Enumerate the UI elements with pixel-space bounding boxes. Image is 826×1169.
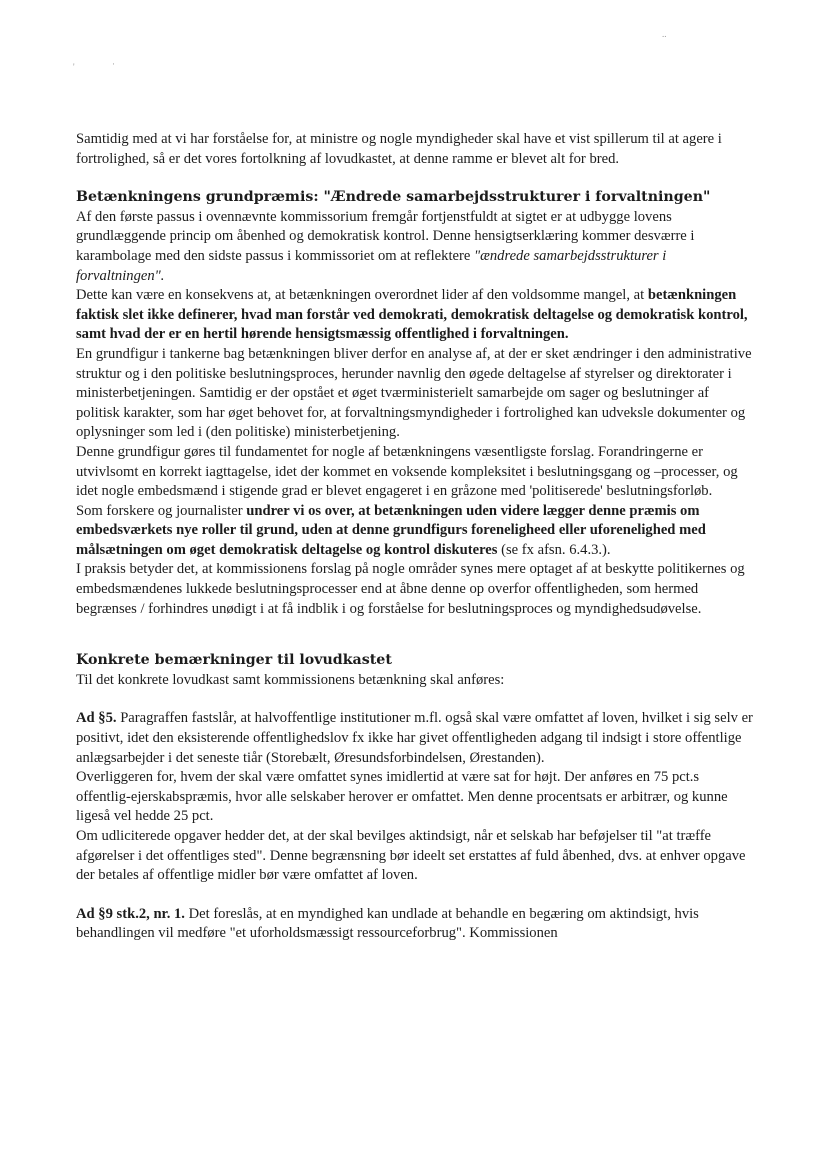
paragraph: En grundfigur i tankerne bag betænkningen bliver derfor en analyse af, at der er sket ændringer i den administrative struktur og i den politiske beslutningsproces, herunder navnlig den øgede deltagelse af styrelser og direktorater i ministerbetjeningen. Samtidig er der opstået et øget tværministerielt samarbejde om sager og beslutninger af politisk karakter, som har øget behovet for, at forvaltningsmyndigheder i fortrolighed kan udveksle dokumenter og oplysninger som led i (den politiske) ministerbetjening. bbox=[76, 345, 752, 441]
paragraph: Om udliciterede opgaver hedder det, at der skal bevilges aktindsigt, når et selskab har beføjelser til "at træffe afgørelser i det offentliges sted". Denne begrænsning bør ideelt set erstattes af fuld åbenhed, dvs. at enhver opgave der betales af offentlige midler bør være omfattet af loven. bbox=[76, 828, 746, 884]
clause-label: Ad §5. bbox=[76, 710, 117, 727]
paragraph-text: Dette kan være en konsekvens at, at betænkningen overordnet lider af den voldsomme mangel, at bbox=[76, 287, 648, 304]
clause-label: Ad §9 stk.2, nr. 1. bbox=[76, 905, 185, 922]
document-body bbox=[76, 130, 756, 944]
emphasis-text: "ændrede samarbejdsstrukturer i forvaltningen". bbox=[76, 247, 667, 284]
bold-text: undrer vi os over, at betænkningen uden videre lægger denne præmis om embedsværkets nye roller til grund, uden at denne grundfigurs foreneligheed eller uforenelighed med målsætningen om øget demokratisk deltagelse og kontrol diskuteres bbox=[76, 502, 706, 558]
paragraph: Til det konkrete lovudkast samt kommissionens betænkning skal anføres: bbox=[76, 671, 505, 688]
bold-text: betænkningen faktisk slet ikke definerer, hvad man forstår ved demokrati, demokratisk deltagelse og demokratisk kontrol, samt hvad der er en hertil hørende hensigtsmæssig offentlighed i forvaltningen. bbox=[76, 287, 748, 343]
paragraph: I praksis betyder det, at kommissionens forslag på nogle områder synes mere optaget af at beskytte politikernes og embedsmændenes lukkede beslutningsprocesser end at åbne denne op overfor offentligheden, som hermed begrænses / forhindres unødigt i at få indblik i og forståelse for beslutningsproces og myndighedsudøvelse. bbox=[76, 561, 745, 617]
paragraph bbox=[76, 286, 756, 345]
paragraph-text: Det foreslås, at en myndighed kan undlade at behandle en begæring om aktindsigt, hvis behandlingen vil medføre "et uforholdsmæssigt ressourceforbrug". Kommissionen bbox=[76, 905, 699, 942]
paragraph: Denne grundfigur gøres til fundamentet for nogle af betænkningens væsentligste forslag. Forandringerne er utvivlsomt en korrekt iagttagelse, idet der kommet en voksende kompleksitet i beslutningsgang og –processer, og idet nogle embedsmænd i stigende grad er blevet engageret i en gråzone med 'politiserede' beslutningsforløb. bbox=[76, 443, 738, 500]
paragraph-text: Af den første passus i ovennævnte kommissorium fremgår fortjenstfuldt at sigtet er at udbygge lovens grundlæggende princip om åbenhed og demokratisk kontrol. Denne hensigtserklæring kommer desværre i karambolage med den sidste passus i kommissoriet om at reflektere bbox=[76, 208, 695, 264]
intro-paragraph: Samtidig med at vi har forståelse for, at ministre og nogle myndigheder skal have et vist spillerum til at agere i fortrolighed, så er det vores fortolkning af lovudkastet, at denne ramme er blevet alt for bred. bbox=[76, 131, 722, 167]
paragraph bbox=[76, 502, 756, 561]
paragraph: Overliggeren for, hvem der skal være omfattet synes imidlertid at være sat for højt. Der anføres en 75 pct.s offentlig-ejerskabspræmis, hvor alle selskaber herover er omfattet. Men denne procentsats er arbitrær, og kunne ligeså vel hedde 25 pct. bbox=[76, 769, 728, 825]
paragraph-text: Som forskere og journalister bbox=[76, 502, 247, 519]
paragraph-text: (se fx afsn. 6.4.3.). bbox=[497, 541, 611, 558]
section-heading: Konkrete bemærkninger til lovudkastet bbox=[76, 652, 392, 669]
scan-speck: · bbox=[112, 59, 115, 69]
paragraph-text: Paragraffen fastslår, at halvoffentlige institutioner m.fl. også skal være omfattet af loven, hvilket i sig selv er positivt, idet den eksisterende offentlighedslov fx ikke har givet offentligheden adgang til indsigt i store offentlige anlægsarbejder i det seneste tiår (Storebælt, Øresundsforbindelsen, Ørestanden). bbox=[76, 710, 753, 766]
paragraph bbox=[76, 709, 756, 768]
paragraph bbox=[76, 208, 756, 286]
section-heading: Betænkningens grundpræmis: "Ændrede samarbejdsstrukturer i forvaltningen" bbox=[76, 189, 711, 206]
scan-speck: ' bbox=[73, 62, 75, 72]
paragraph bbox=[76, 905, 756, 944]
scan-speck: .. bbox=[662, 29, 667, 39]
